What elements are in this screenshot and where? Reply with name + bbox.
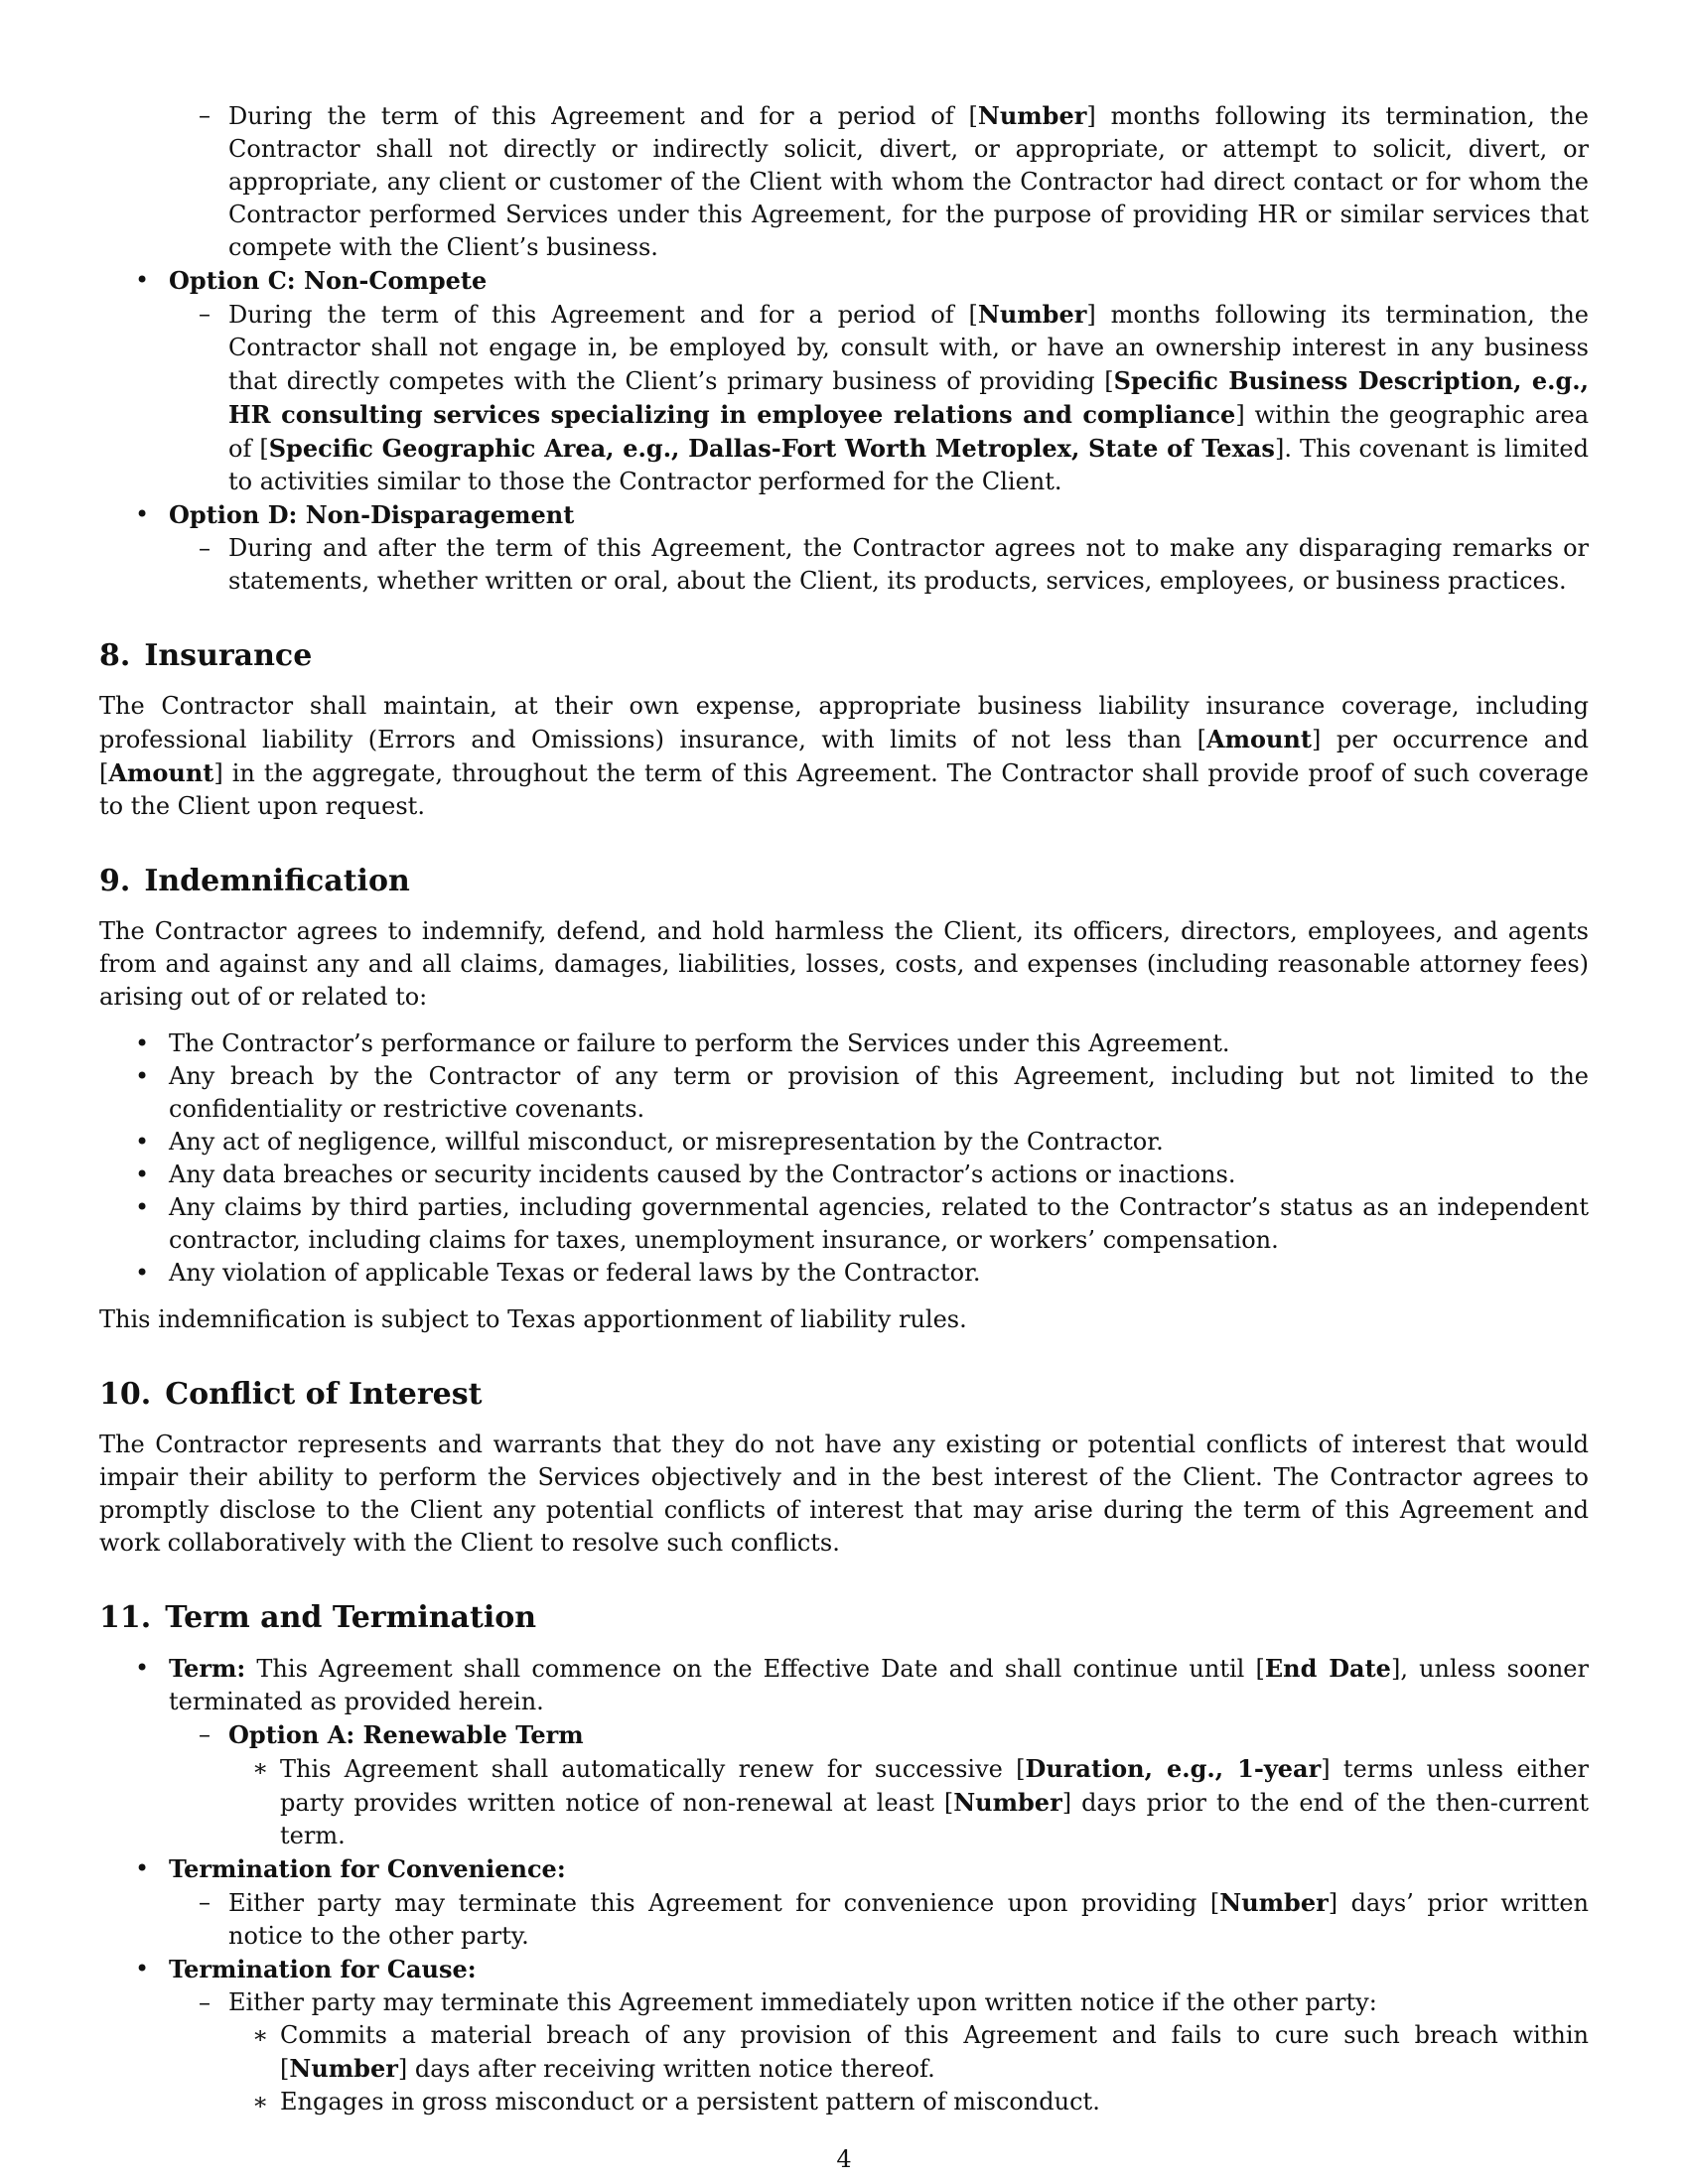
list-item — [99, 99, 1589, 264]
convenience-label: Termination for Convenience: — [169, 1854, 566, 1883]
term-list — [99, 1652, 1589, 2118]
cause-text: – Either party may terminate this Agreement immediately upon written notice if the other party: — [228, 1988, 1377, 2016]
page-number: 4 — [836, 2145, 852, 2173]
list-item — [228, 1752, 1589, 1852]
cause-item-misconduct: ∗ Engages in gross misconduct or a persistent pattern of misconduct. — [280, 2088, 1100, 2116]
nonsolicit-list — [99, 99, 1589, 264]
list-item — [169, 1886, 1589, 1953]
list-item: • Any breach by the Contractor of any term or provision of this Agreement, including but not limited to the confidentiality or restrictive covenants. — [99, 1060, 1589, 1126]
list-item — [169, 532, 1589, 598]
term-text: This Agreement shall commence on the Effective Date and shall continue until [End Date], unless sooner terminated as provided herein. — [169, 1654, 1589, 1715]
options-list — [99, 264, 1589, 598]
section-heading-term: 11. Term and Termination — [99, 1600, 537, 1635]
list-item: • Any violation of applicable Texas or federal laws by the Contractor. — [99, 1257, 1589, 1290]
indemnification-intro: The Contractor agrees to indemnify, defend, and hold harmless the Client, its officers, directors, employees, and agents from and against any and all claims, damages, liabilities, losses, costs, and expenses (including reasonable attorney fees) arising out of or related to: — [99, 917, 1589, 1011]
insurance-text: The Contractor shall maintain, at their own expense, appropriate business liability insurance coverage, including professional liability (Errors and Omissions) insurance, with limits of not less than [Amount] per occurrence and [Amount] in the aggregate, throughout the term of this Agreement. The Contractor shall provide proof of such coverage to the Client upon request. — [99, 692, 1590, 820]
list-item: • Any act of negligence, willful misconduct, or misrepresentation by the Contractor. — [99, 1126, 1589, 1159]
cause-item-breach: ∗ Commits a material breach of any provision of this Agreement and fails to cure such breach within [Number] days after receiving written notice thereof. — [280, 2021, 1589, 2083]
convenience-text: – Either party may terminate this Agreement for convenience upon providing [Number] days’ prior written notice to the other party. — [228, 1888, 1589, 1950]
option-d-text: – During and after the term of this Agreement, the Contractor agrees not to make any disparaging remarks or statements, whether written or oral, about the Client, its products, services, employees, or business practices. — [228, 534, 1589, 595]
term-label: Term: — [169, 1654, 246, 1683]
section-heading-indemnification: 9. Indemnification — [99, 864, 410, 898]
document-page — [99, 99, 1589, 2118]
section-heading-conflict: 10. Conflict of Interest — [99, 1377, 483, 1412]
option-d-title: Option D: Non-Disparagement — [169, 500, 575, 529]
indemnification-outro: This indemnification is subject to Texas apportionment of liability rules. — [99, 1305, 967, 1333]
list-item — [99, 498, 1589, 598]
list-item — [99, 1953, 1589, 2118]
list-item — [99, 1852, 1589, 1953]
conflict-text: The Contractor represents and warrants that they do not have any existing or potential conflicts of interest that would impair their ability to perform the Services objectively and in the best interest of the Client. The Contractor agrees to promptly disclose to the Client any potential conflicts of interest that may arise during the term of this Agreement and work collaboratively with the Client to resolve such conflicts. — [99, 1431, 1589, 1557]
nonsolicit-text: – During the term of this Agreement and for a period of [Number] months following its termination, the Contractor shall not directly or indirectly solicit, divert, or appropriate, or attempt to solicit, divert, or appropriate, any client or customer of the Client with whom the Contractor had direct contact or for whom the Contractor performed Services under this Agreement, for the purpose of providing HR or similar services that compete with the Client’s business. — [228, 101, 1590, 261]
section-heading-insurance: 8. Insurance — [99, 638, 313, 673]
renewable-term-text: ∗ This Agreement shall automatically renew for successive [Duration, e.g., 1-year] terms unless either party provides written notice of non-renewal at least [Number] days prior to the end of the then-current term. — [280, 1754, 1589, 1849]
list-item — [228, 2086, 1589, 2118]
option-c-text: – During the term of this Agreement and for a period of [Number] months following its termination, the Contractor shall not engage in, be employed by, consult with, or have an ownership interest in any business that directly competes with the Client’s primary business of providing [Specific Business Description, e.g., HR consulting services specializing in employee relations and compliance] within the geographic area of [Specific Geographic Area, e.g., Dallas-Fort Worth Metroplex, State of Texas]. This covenant is limited to activities similar to those the Contractor performed for the Client. — [228, 300, 1590, 495]
renewable-term-title: Option A: Renewable Term — [228, 1720, 584, 1749]
list-item: • The Contractor’s performance or failure to perform the Services under this Agreement. — [99, 1027, 1589, 1060]
cause-label: Termination for Cause: — [169, 1955, 477, 1983]
list-item — [99, 1652, 1589, 1852]
list-item: • Any data breaches or security incidents caused by the Contractor’s actions or inactions. — [99, 1159, 1589, 1191]
option-c-title: Option C: Non-Compete — [169, 266, 488, 295]
list-item — [99, 264, 1589, 498]
list-item — [169, 1986, 1589, 2118]
list-item — [228, 2019, 1589, 2086]
list-item: • Any claims by third parties, including governmental agencies, related to the Contractor’s status as an independent contractor, including claims for taxes, unemployment insurance, or workers’ compensation. — [99, 1191, 1589, 1257]
list-item — [169, 1718, 1589, 1852]
indemnification-list — [99, 1027, 1589, 1290]
list-item — [169, 298, 1589, 498]
